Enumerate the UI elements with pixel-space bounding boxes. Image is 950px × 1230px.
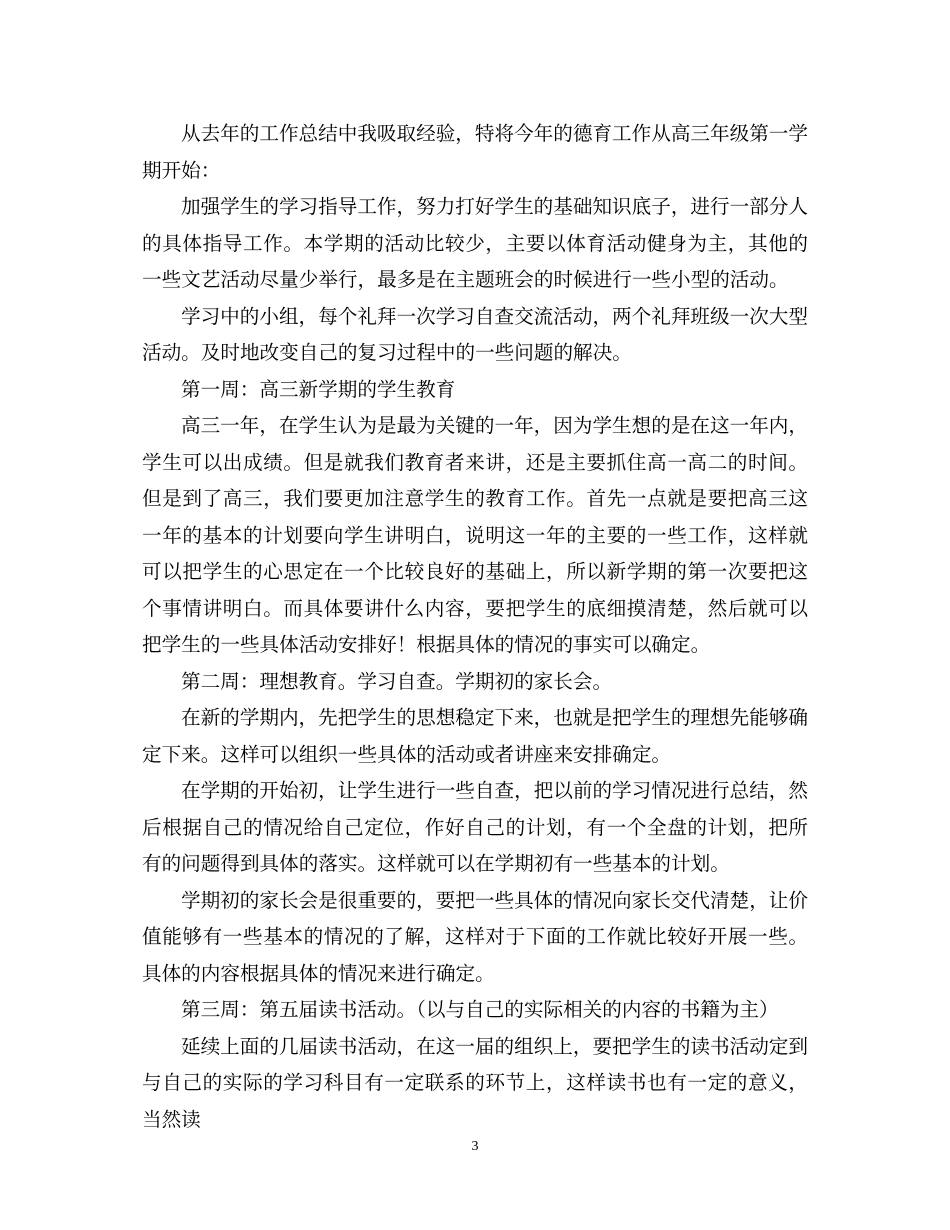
paragraph: 学期初的家长会是很重要的，要把一些具体的情况向家长交代清楚，让价值能够有一些基本的情况的了解，这样对于下面的工作就比较好开展一些。具体的内容根据具体的情况来进行确定。: [142, 888, 808, 985]
document-body: [142, 116, 808, 1138]
section-heading: 第二周：理想教育。学习自查。学期初的家长会。: [181, 669, 613, 693]
paragraph: 延续上面的几届读书活动，在这一届的组织上，要把学生的读书活动定到与自己的实际的学习科目有一定联系的环节上，这样读书也有一定的意义，当然读: [142, 1034, 808, 1131]
paragraph: 在新的学期内，先把学生的思想稳定下来，也就是把学生的理想先能够确定下来。这样可以组织一些具体的活动或者讲座来安排确定。: [142, 706, 808, 766]
paragraph: 加强学生的学习指导工作，努力打好学生的基础知识底子，进行一部分人的具体指导工作。本学期的活动比较少，主要以体育活动健身为主，其他的一些文艺活动尽量少举行，最多是在主题班会的时候进行一些小型的活动。: [142, 195, 808, 291]
section-heading: 第一周：高三新学期的学生教育: [181, 377, 456, 401]
paragraph: 在学期的开始初，让学生进行一些自查，把以前的学习情况进行总结，然后根据自己的情况给自己定位，作好自己的计划，有一个全盘的计划，把所有的问题得到具体的落实。这样就可以在学期初有一些基本的计划。: [142, 779, 808, 875]
paragraph: 高三一年，在学生认为是最为关键的一年，因为学生想的是在这一年内，学生可以出成绩。但是就我们教育者来讲，还是主要抓住高一高二的时间。但是到了高三，我们要更加注意学生的教育工作。首先一点就是要把高三这一年的基本的计划要向学生讲明白，说明这一年的主要的一些工作，这样就可以把学生的心思定在一个比较良好的基础上，所以新学期的第一次要把这个事情讲明白。而具体要讲什么内容，要把学生的底细摸清楚，然后就可以把学生的一些具体活动安排好！根据具体的情况的事实可以确定。: [142, 414, 808, 656]
page-number: 3: [471, 1139, 479, 1154]
section-heading: 第三周：第五届读书活动。（以与自己的实际相关的内容的书籍为主）: [181, 998, 779, 1021]
paragraph: 从去年的工作总结中我吸取经验，特将今年的德育工作从高三年级第一学期开始：: [142, 122, 808, 182]
paragraph: 学习中的小组，每个礼拜一次学习自查交流活动，两个礼拜班级一次大型活动。及时地改变自己的复习过程中的一些问题的解决。: [142, 304, 808, 364]
